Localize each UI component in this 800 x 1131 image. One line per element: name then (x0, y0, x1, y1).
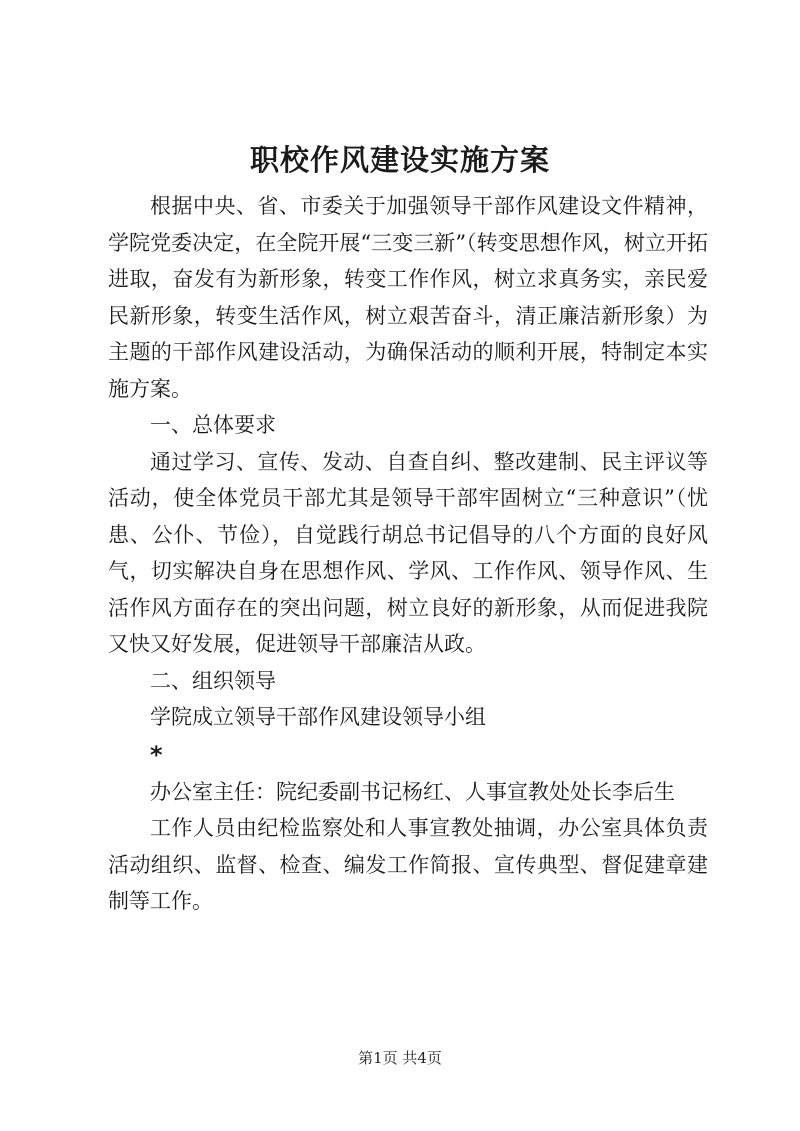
section-heading-general-requirements: 一、总体要求 (150, 413, 276, 437)
office-staff-paragraph: 工作人员由纪检监察处和人事宣教处抽调，办公室具体负责活动组织、监督、检查、编发工作简报、宣传典型、督促建章建制等工作。 (108, 816, 708, 913)
document-title: 职校作风建设实施方案 (249, 143, 550, 177)
document-body (108, 188, 708, 920)
intro-paragraph: 根据中央、省、市委关于加强领导干部作风建设文件精神，学院党委决定，在全院开展“三变三新”（转变思想作风，树立开拓进取，奋发有为新形象，转变工作作风，树立求真务实，亲民爱民新形象，转变生活作风，树立艰苦奋斗，清正廉洁新形象）为主题的干部作风建设活动，为确保活动的顺利开展，特制定本实施方案。 (108, 194, 708, 401)
general-requirements-paragraph: 通过学习、宣传、发动、自查自纠、整改建制、民主评议等活动，使全体党员干部尤其是领导干部牢固树立“三种意识”（忧患、公仆、节俭），自觉践行胡总书记倡导的八个方面的良好风气，切实解决自身在思想作风、学风、工作作风、领导作风、生活作风方面存在的突出问题，树立良好的新形象，从而促进我院又快又好发展，促进领导干部廉洁从政。 (108, 449, 708, 656)
page-number-footer: 第1页 共4页 (358, 1049, 442, 1067)
organization-line: 学院成立领导干部作风建设领导小组 (150, 705, 486, 729)
section-heading-organization: 二、组织领导 (150, 668, 276, 693)
office-director-line: 办公室主任：院纪委副书记杨红、人事宣教处处长李后生 (150, 779, 675, 804)
asterisk-marker: * (150, 740, 163, 769)
